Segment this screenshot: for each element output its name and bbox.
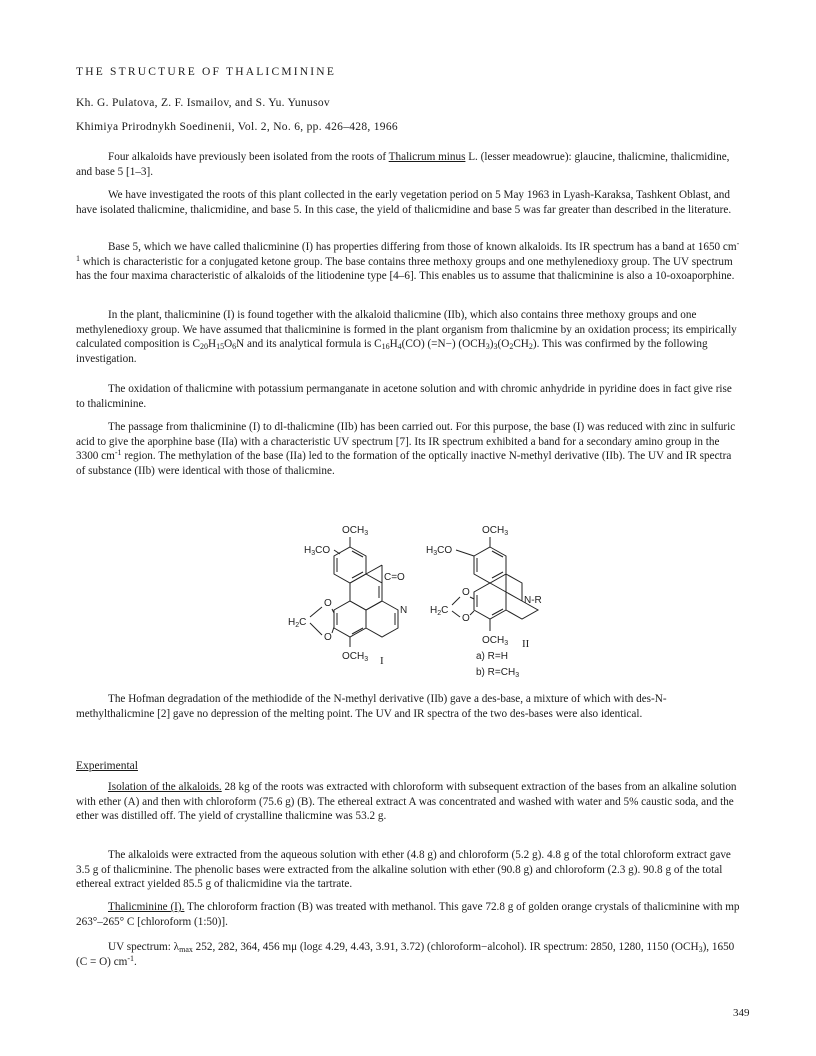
journal-citation: Khimiya Prirodnykh Soedinenii, Vol. 2, No. 6, pp. 426–428, 1966 (76, 121, 398, 133)
paragraph-spectra: UV spectrum: $\lambda_{max}$ 252, 282, 364, 456 mμ (logε 4.29, 4.43, 3.91, 3.72) (chloroform−alcohol). IR spectrum: 2850, 1280, 1150 $(OCH_3)$, 1650 (C = O) $cm^{-1}$. (76, 941, 735, 968)
svg-text:O: O (324, 598, 332, 609)
structure-i (288, 525, 407, 667)
svg-text:OCH3: $OCH_3$ (482, 635, 509, 647)
svg-text:H2C: $H_2C$ (430, 605, 449, 617)
svg-text:OCH3: $OCH_3$ (482, 525, 509, 537)
paragraph-oxidation: The oxidation of thalicmine with potassium permanganate in acetone solution and with chromic anhydride in pyridine does in fact give rise to thalicminine. (76, 383, 732, 410)
paragraph-extraction: The alkaloids were extracted from the aqueous solution with ether (4.8 g) and chloroform (5.2 g). 4.8 g of the total chloroform extract gave 3.5 g of thalicminine. The phenolic bases were extracted from the alkaline solution with ether (90.8 g) and chloroform (2.3 g). 90.8 g of the total ethereal extract yielded 85.5 g of thalicmidine via the tartrate. (76, 849, 731, 891)
svg-text:O: O (462, 613, 470, 624)
svg-text:N: N (400, 605, 408, 616)
paragraph-base5: Base 5, which we have called thalicminine (I) has properties differing from those of known alkaloids. Its IR spectrum has a band at 1650 $cm^{-1}$ which is characteristic for a conjugated ketone group. The base contains three methoxy groups and one methylenedioxy group. The UV spectrum has the four maxima characteristic of alkaloids of the litiodenine type [4–6]. This enables us to assume that thalicminine is also a 10-oxoaporphine. (76, 239, 740, 283)
svg-text:O: O (462, 587, 470, 598)
variant-b: b) $R=CH_3$ (476, 667, 520, 679)
label-ii: II (522, 638, 530, 650)
structure-figure (270, 517, 560, 689)
svg-text:N-R: N-R (524, 595, 542, 606)
article-title: THE STRUCTURE OF THALICMININE (76, 66, 337, 78)
svg-text:OCH3: $OCH_3$ (342, 651, 369, 663)
svg-text:O: O (324, 632, 332, 643)
paragraph-reduction: The passage from thalicminine (I) to dl-thalicmine (IIb) has been carried out. For this purpose, the base (I) was reduced with zinc in sulfuric acid to give the aporphine base (IIa) with a characteristic UV spectrum [7]. Its IR spectrum exhibited a band for a secondary amino group in the 3300 $cm^{-1}$ region. The methylation of the base (IIa) led to the formation of the optically inactive N-methyl derivative (IIb). The UV and IR spectra of substance (IIb) were identical with those of thalicmine. (76, 421, 736, 477)
svg-text:H2C: $H_2C$ (288, 617, 307, 629)
svg-text:OCH3: $OCH_3$ (342, 525, 369, 537)
paragraph-intro: Four alkaloids have previously been isolated from the roots of Thalicrum minus L. (lesser meadowrue): glaucine, thalicmine, thalicmidine, and base 5 [1–3]. (76, 151, 730, 178)
section-heading-experimental: Experimental (76, 760, 138, 772)
page-number: 349 (733, 1007, 750, 1019)
svg-text:C=O: C=O (384, 572, 405, 583)
svg-text:H3CO: $H_3CO$ (426, 545, 453, 557)
paragraph-composition: In the plant, thalicminine (I) is found together with the alkaloid thalicmine (IIb), which also contains three methoxy groups and one methylenedioxy group. We have assumed that thalicminine is formed in the plant organism from thalicmine by an oxidation process; its empirically calculated composition is $C_{20}H_{15}O_6N$ and its analytical formula is $C_{16}H_4(CO)$ (=N−) $(OCH_3)_3(O_2CH_2)$. This was confirmed by the following investigation. (76, 309, 737, 365)
variant-a: a) R=H (476, 651, 508, 662)
author-line: Kh. G. Pulatova, Z. F. Ismailov, and S. Yu. Yunusov (76, 97, 330, 109)
species-name: Thalicrum minus (388, 151, 466, 163)
paragraph-investigation: We have investigated the roots of this plant collected in the early vegetation period on 5 May 1963 in Lyash-Karaksa, Tashkent Oblast, and have isolated thalicmine, thalicmidine, and base 5. In this case, the yield of thalicmidine and base 5 was far greater than described in the literature. (76, 189, 732, 216)
paragraph-hofman: The Hofman degradation of the methiodide of the N-methyl derivative (IIb) gave a des-base, a mixture of which with des-N-methylthalicmine [2] gave no depression of the melting point. The UV and IR spectra of the two des-bases were also identical. (76, 693, 667, 720)
svg-text:H3CO: $H_3CO$ (304, 545, 331, 557)
paragraph-thalicminine: Thalicminine (I). The chloroform fraction (B) was treated with methanol. This gave 72.8 g of golden orange crystals of thalicminine with mp 263°–265° C [chloroform (1:50)]. (76, 901, 740, 928)
label-i: I (380, 655, 384, 667)
structure-ii (426, 525, 542, 679)
paragraph-isolation: Isolation of the alkaloids. 28 kg of the roots was extracted with chloroform with subsequent extraction of the bases from an alkaline solution with ether (A) and then with chloroform (75.6 g) (B). The ethereal extract A was concentrated and washed with water and 5% caustic soda, and the ether was distilled off. The yield of crystalline thalicmine was 53.2 g. (76, 781, 737, 823)
